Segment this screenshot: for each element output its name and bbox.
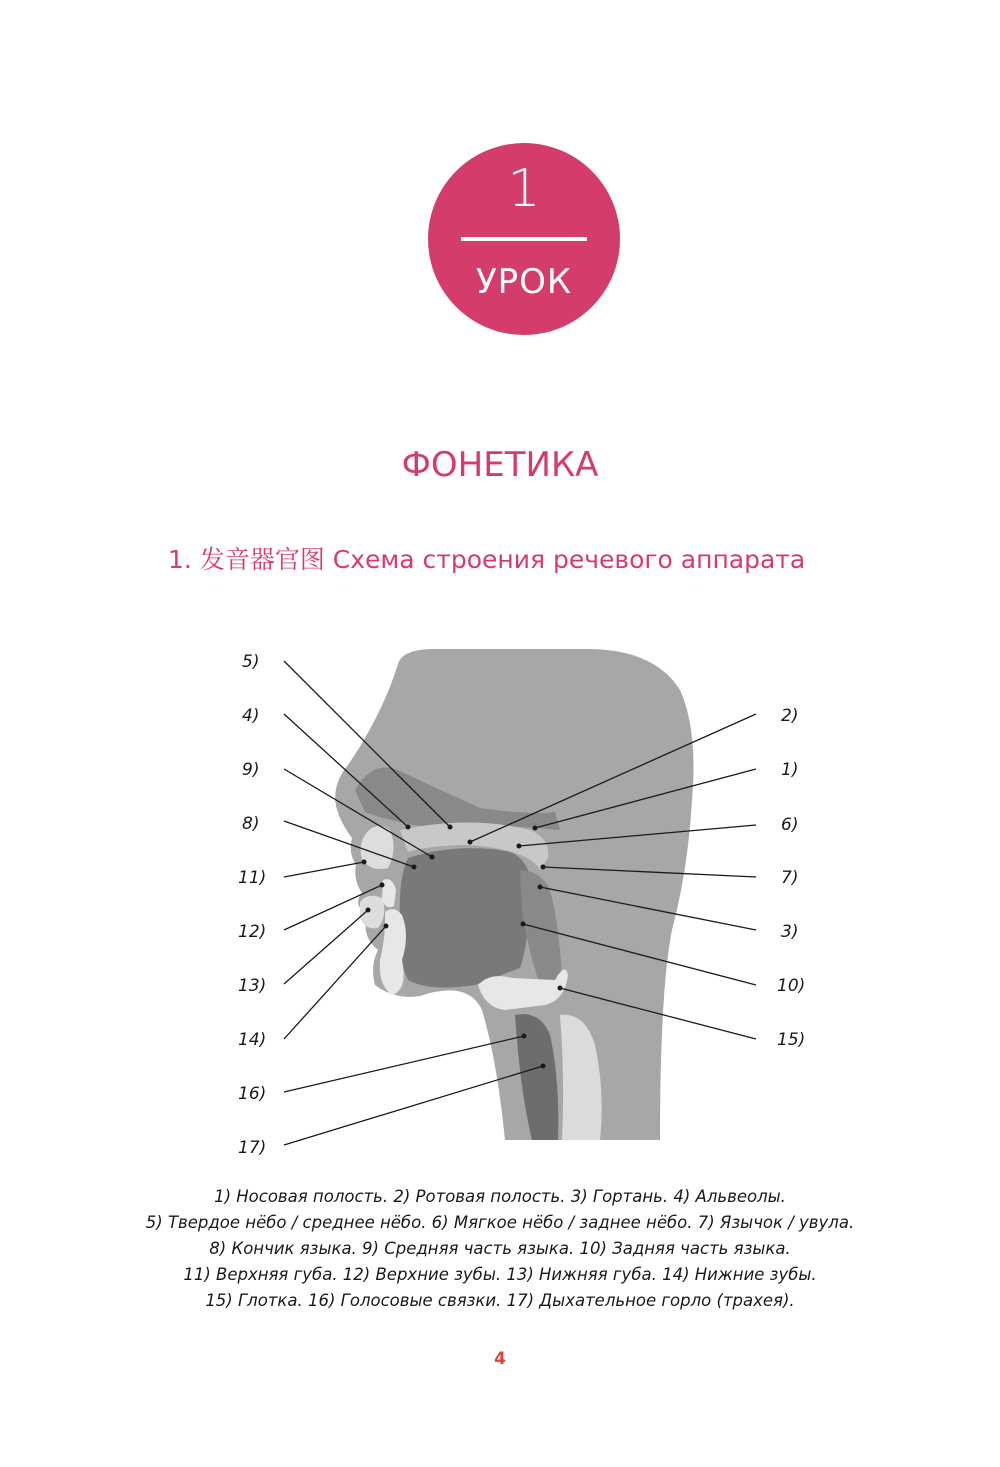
label-13: 13) <box>238 976 267 996</box>
label-12: 12) <box>238 922 267 942</box>
subtitle-chinese: 发音器官图 <box>199 545 325 574</box>
lesson-badge <box>428 143 620 335</box>
subtitle-prefix: 1. <box>168 545 200 574</box>
legend <box>0 1184 1000 1314</box>
label-10: 10) <box>777 976 806 996</box>
label-17: 17) <box>238 1138 267 1158</box>
legend-line: 15) Глотка. 16) Голосовые связки. 17) Дыхательное горло (трахея). <box>205 1291 795 1310</box>
tongue <box>399 848 531 987</box>
label-2: 2) <box>781 706 799 726</box>
label-16: 16) <box>238 1084 267 1104</box>
lower-lip <box>360 896 384 929</box>
legend-line: 8) Кончик языка. 9) Средняя часть языка. 10) Задняя часть языка. <box>209 1239 791 1258</box>
legend-line: 5) Твердое нёбо / среднее нёбо. 6) Мягкое нёбо / заднее нёбо. 7) Язычок / увула. <box>145 1213 855 1232</box>
lesson-word: УРОК <box>475 262 573 302</box>
label-11: 11) <box>238 868 267 888</box>
label-1: 1) <box>781 760 799 780</box>
section-title: ФОНЕТИКА <box>401 445 599 485</box>
label-9: 9) <box>242 760 260 780</box>
page-number: 4 <box>494 1349 506 1369</box>
subtitle <box>168 545 805 575</box>
speech-apparatus-diagram <box>0 630 1000 1170</box>
legend-line: 1) Носовая полость. 2) Ротовая полость. 3) Гортань. 4) Альвеолы. <box>214 1187 786 1206</box>
label-14: 14) <box>238 1030 267 1050</box>
label-8: 8) <box>242 814 260 834</box>
lesson-number: 1 <box>507 159 541 219</box>
legend-line: 11) Верхняя губа. 12) Верхние зубы. 13) Нижняя губа. 14) Нижние зубы. <box>183 1265 817 1284</box>
subtitle-russian: Схема строения речевого аппарата <box>324 545 806 574</box>
label-3: 3) <box>781 922 799 942</box>
label-7: 7) <box>781 868 799 888</box>
label-15: 15) <box>777 1030 806 1050</box>
badge-divider <box>461 237 587 241</box>
label-6: 6) <box>781 815 799 835</box>
label-5: 5) <box>242 652 260 672</box>
label-4: 4) <box>242 706 260 726</box>
